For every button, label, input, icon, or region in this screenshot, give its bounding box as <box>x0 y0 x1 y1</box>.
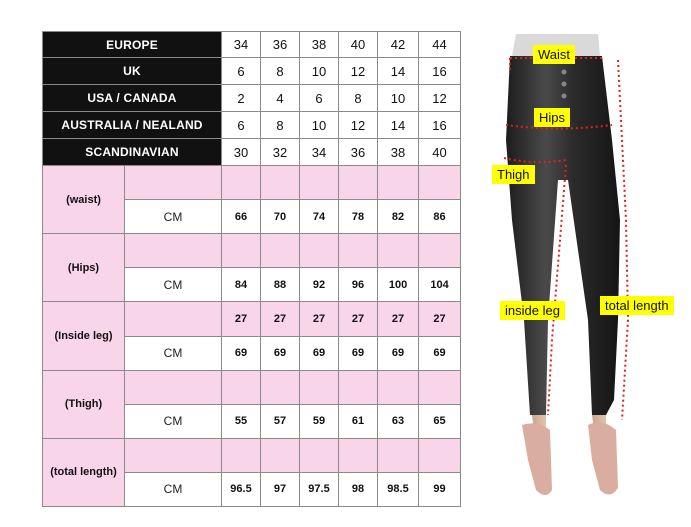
measure-value: 96.5 <box>222 472 261 506</box>
measure-value: 70 <box>261 200 300 234</box>
measure-value: 92 <box>300 268 339 302</box>
size-cell: 6 <box>222 58 261 85</box>
size-cell: 30 <box>222 139 261 166</box>
button-icon <box>562 82 567 87</box>
size-cell: 10 <box>300 58 339 85</box>
trousers-figure <box>488 20 691 527</box>
measure-value: 69 <box>222 336 261 370</box>
label-hips: Hips <box>534 108 570 127</box>
size-cell: 6 <box>300 85 339 112</box>
measure-value: 57 <box>261 404 300 438</box>
measure-value: 69 <box>300 336 339 370</box>
region-label: UK <box>43 58 222 85</box>
size-cell: 38 <box>300 32 339 58</box>
measure-value: 78 <box>339 200 378 234</box>
measure-value: 27 <box>300 302 339 336</box>
size-cell: 10 <box>378 85 419 112</box>
region-label: AUSTRALIA / NEALAND <box>43 112 222 139</box>
measure-value: 82 <box>378 200 419 234</box>
region-label: EUROPE <box>43 32 222 58</box>
region-row-usa-canada <box>43 85 461 112</box>
region-row-uk <box>43 58 461 85</box>
button-icon <box>562 94 567 99</box>
label-total-length: total length <box>600 296 674 315</box>
size-cell: 44 <box>419 32 461 58</box>
size-cell: 2 <box>222 85 261 112</box>
measure-value: 27 <box>339 302 378 336</box>
measure-value: 66 <box>222 200 261 234</box>
size-cell: 42 <box>378 32 419 58</box>
size-cell: 8 <box>339 85 378 112</box>
region-label: USA / CANADA <box>43 85 222 112</box>
size-cell: 4 <box>261 85 300 112</box>
size-chart-table <box>42 31 461 507</box>
size-cell: 36 <box>261 32 300 58</box>
measure-value: 98.5 <box>378 472 419 506</box>
size-cell: 38 <box>378 139 419 166</box>
size-cell: 32 <box>261 139 300 166</box>
size-cell: 12 <box>339 58 378 85</box>
region-label: SCANDINAVIAN <box>43 139 222 166</box>
measure-value: 27 <box>419 302 461 336</box>
measure-value: 98 <box>339 472 378 506</box>
size-cell: 12 <box>339 112 378 139</box>
measure-label: (Inside leg) <box>43 302 125 370</box>
measure-value: 96 <box>339 268 378 302</box>
unit-label: CM <box>125 472 222 506</box>
trousers-illustration <box>488 20 691 527</box>
size-cell: 14 <box>378 58 419 85</box>
label-waist: Waist <box>533 45 575 64</box>
measure-value: 97.5 <box>300 472 339 506</box>
size-cell: 8 <box>261 58 300 85</box>
measure-label: (Thigh) <box>43 370 125 438</box>
size-cell: 10 <box>300 112 339 139</box>
measure-value: 97 <box>261 472 300 506</box>
measure-label: (Hips) <box>43 234 125 302</box>
size-cell: 34 <box>300 139 339 166</box>
measure-value: 27 <box>378 302 419 336</box>
size-cell: 14 <box>378 112 419 139</box>
region-row-scandinavian <box>43 139 461 166</box>
measure-value: 69 <box>339 336 378 370</box>
measure-row-hips <box>43 234 461 268</box>
unit-label: CM <box>125 404 222 438</box>
measure-value: 104 <box>419 268 461 302</box>
region-row-australia <box>43 112 461 139</box>
measure-value: 63 <box>378 404 419 438</box>
size-cell: 6 <box>222 112 261 139</box>
measure-value: 69 <box>378 336 419 370</box>
measure-row-waist <box>43 166 461 200</box>
measure-label: (waist) <box>43 166 125 234</box>
measure-value: 74 <box>300 200 339 234</box>
size-cell: 16 <box>419 58 461 85</box>
measure-value: 65 <box>419 404 461 438</box>
region-row-europe <box>43 32 461 58</box>
size-cell: 40 <box>419 139 461 166</box>
button-icon <box>562 70 567 75</box>
measure-value: 100 <box>378 268 419 302</box>
measure-value: 86 <box>419 200 461 234</box>
unit-label: CM <box>125 336 222 370</box>
unit-label: CM <box>125 200 222 234</box>
measure-value: 61 <box>339 404 378 438</box>
right-shoe <box>588 422 618 494</box>
measure-value: 88 <box>261 268 300 302</box>
measure-row-inside-leg <box>43 302 461 336</box>
size-cell: 34 <box>222 32 261 58</box>
measure-value: 27 <box>261 302 300 336</box>
measure-value: 69 <box>261 336 300 370</box>
left-shoe <box>522 423 552 495</box>
measure-label: (total length) <box>43 438 125 506</box>
measure-row-thigh <box>43 370 461 404</box>
label-thigh: Thigh <box>492 165 535 184</box>
measure-value: 69 <box>419 336 461 370</box>
measure-value: 27 <box>222 302 261 336</box>
size-cell: 16 <box>419 112 461 139</box>
measure-row-total-length <box>43 438 461 472</box>
size-cell: 40 <box>339 32 378 58</box>
size-cell: 8 <box>261 112 300 139</box>
measure-value: 55 <box>222 404 261 438</box>
measure-value: 59 <box>300 404 339 438</box>
size-cell: 12 <box>419 85 461 112</box>
measure-value: 99 <box>419 472 461 506</box>
size-cell: 36 <box>339 139 378 166</box>
unit-label: CM <box>125 268 222 302</box>
measure-value: 84 <box>222 268 261 302</box>
label-inside-leg: inside leg <box>500 301 565 320</box>
